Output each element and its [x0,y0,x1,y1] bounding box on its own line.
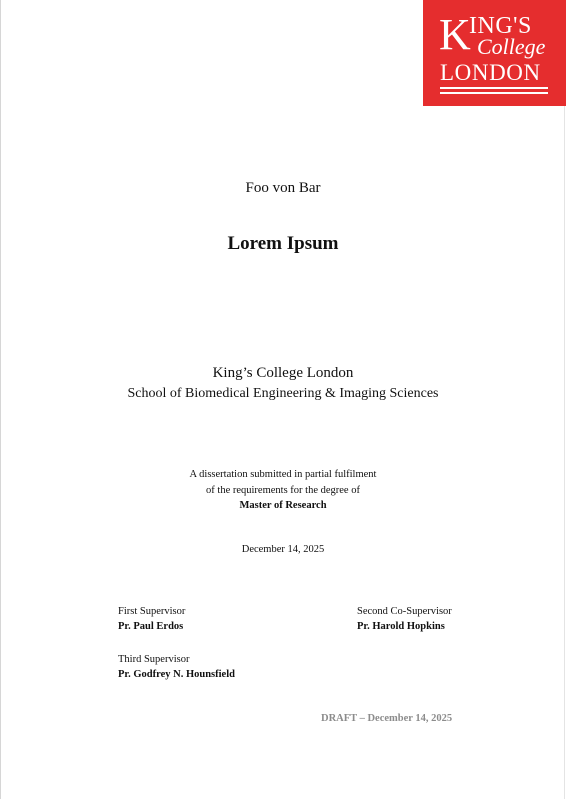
logo-letter-k: K [439,10,471,59]
institution-name: King’s College London [212,365,354,381]
supervisor-role: Third Supervisor [118,654,190,665]
supervisor-role: Second Co-Supervisor [357,606,452,617]
school-name: School of Biomedical Engineering & Imaging Sciences [127,386,439,401]
degree-name: Master of Research [239,500,327,511]
logo-ings: ING'S [469,13,532,39]
supervisor-name: Pr. Paul Erdos [118,620,184,632]
first-supervisor [118,605,185,634]
submission-date: December 14, 2025 [241,544,325,555]
dissertation-statement-line2: of the requirements for the degree of [206,485,360,496]
draft-footer: DRAFT – December 14, 2025 [321,713,453,724]
supervisor-name: Pr. Godfrey N. Hounsfield [118,668,235,680]
logo-rule-top [440,87,548,89]
dissertation-statement-line1: A dissertation submitted in partial fulfilment [189,469,377,480]
kings-college-london-logo [423,0,566,106]
second-co-supervisor [357,605,452,634]
third-supervisor [118,653,235,682]
logo-rule-bottom [440,92,548,94]
author-name: Foo von Bar [245,180,321,196]
supervisor-name: Pr. Harold Hopkins [357,620,445,632]
logo-college: College [477,34,546,59]
supervisor-role: First Supervisor [118,606,186,617]
thesis-title: Lorem Ipsum [227,233,339,254]
logo-london: LONDON [440,60,541,85]
